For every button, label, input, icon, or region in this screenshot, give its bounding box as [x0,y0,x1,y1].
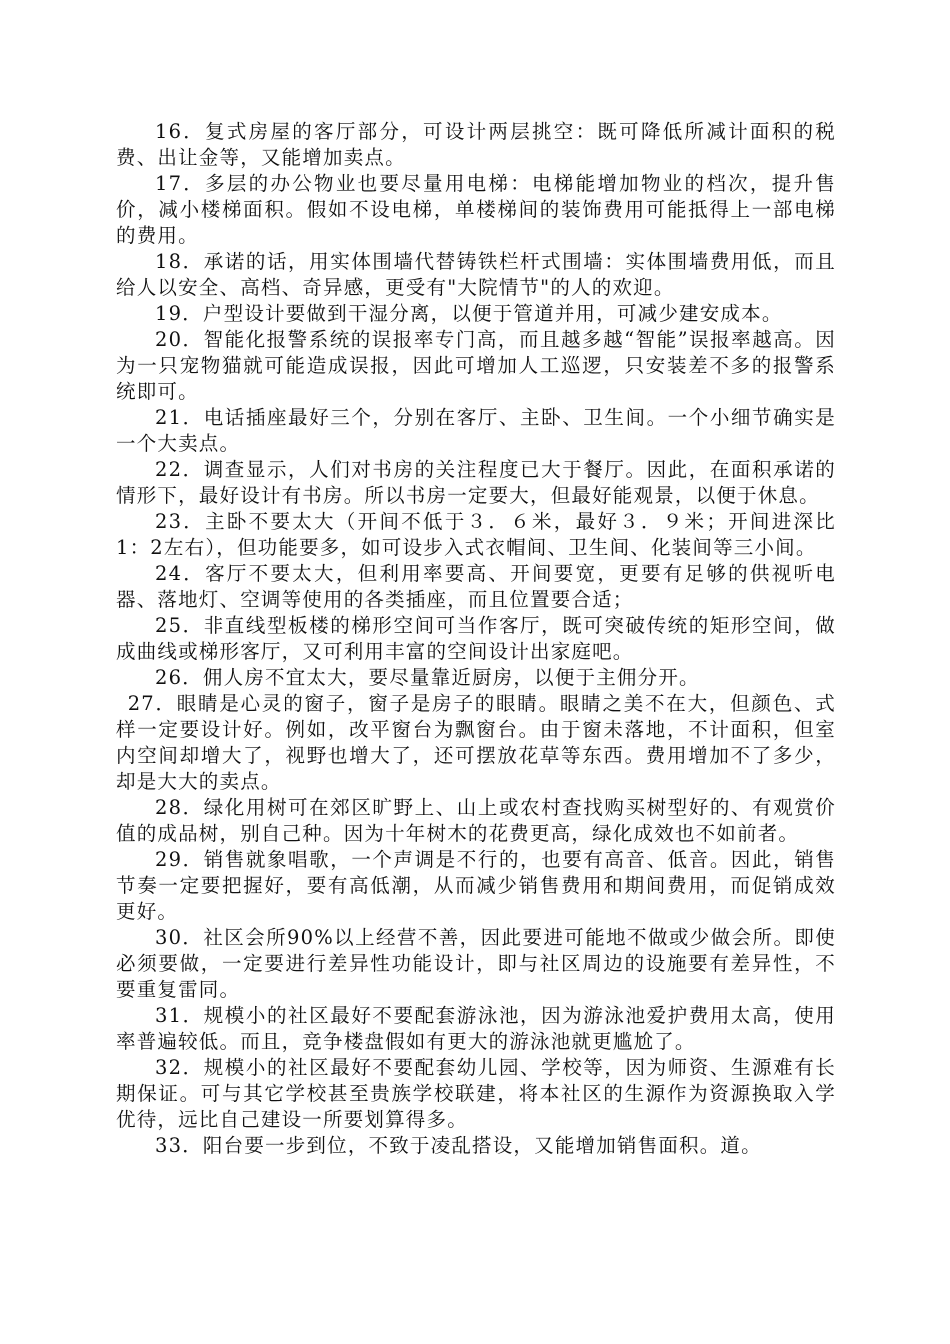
document-body [116,119,836,1159]
paragraph-25: 25．非直线型板楼的梯形空间可当作客厅，既可突破传统的矩形空间，做成曲线或梯形客厅，又可利用丰富的空间设计出家庭吧。 [116,614,836,663]
paragraph-18: 18．承诺的话，用实体围墙代替铸铁栏杆式围墙：实体围墙费用低，而且给人以安全、高档、奇异感，更受有"大院情节"的人的欢迎。 [116,250,836,299]
paragraph-31: 31．规模小的社区最好不要配套游泳池，因为游泳池爱护费用太高，使用率普遍较低。而且，竞争楼盘假如有更大的游泳池就更尴尬了。 [116,1004,836,1053]
paragraph-32: 32．规模小的社区最好不要配套幼儿园、学校等，因为师资、生源难有长期保证。可与其它学校甚至贵族学校联建，将本社区的生源作为资源换取入学优待，远比自己建设一所要划算得多。 [116,1056,836,1131]
paragraph-24: 24．客厅不要太大，但利用率要高、开间要宽，更要有足够的供视听电器、落地灯、空调等使用的各类插座，而且位置要合适； [116,562,836,611]
paragraph-26: 26．佣人房不宜太大，要尽量靠近厨房，以便于主佣分开。 [155,666,700,689]
paragraph-27: 27．眼睛是心灵的窗子，窗子是房子的眼睛。眼睛之美不在大，但颜色、式样一定要设计好。例如，改平窗台为飘窗台。由于窗未落地，不计面积，但室内空间却增大了，视野也增大了，还可摆放花草等东西。费用增加不了多少，却是大大的卖点。 [116,692,836,793]
paragraph-19: 19．户型设计要做到干湿分离，以便于管道并用，可减少建安成本。 [155,302,783,325]
paragraph-16: 16．复式房屋的客厅部分，可设计两层挑空：既可降低所减计面积的税费、出让金等，又能增加卖点。 [116,120,836,169]
paragraph-22: 22．调查显示，人们对书房的关注程度已大于餐厅。因此，在面积承诺的情形下，最好设计有书房。所以书房一定要大，但最好能观景，以便于休息。 [116,458,836,507]
paragraph-21: 21．电话插座最好三个，分别在客厅、主卧、卫生间。一个小细节确实是一个大卖点。 [116,406,836,455]
paragraph-17: 17．多层的办公物业也要尽量用电梯：电梯能增加物业的档次，提升售价，减小楼梯面积。假如不设电梯，单楼梯间的装饰费用可能抵得上一部电梯的费用。 [116,172,836,247]
paragraph-20: 20．智能化报警系统的误报率专门高，而且越多越“智能”误报率越高。因为一只宠物猫就可能造成误报，因此可增加人工巡逻，只安装差不多的报警系统即可。 [116,328,836,403]
paragraph-28: 28．绿化用树可在郊区旷野上、山上或农村查找购买树型好的、有观赏价值的成品树，别自己种。因为十年树木的花费更高，绿化成效也不如前者。 [116,796,836,845]
paragraph-30: 30．社区会所90%以上经营不善，因此要进可能地不做或少做会所。即使必须要做，一定要进行差异性功能设计，即与社区周边的设施要有差异性，不要重复雷同。 [116,926,836,1001]
paragraph-29: 29．销售就象唱歌，一个声调是不行的，也要有高音、低音。因此，销售节奏一定要把握好，要有高低潮，从而减少销售费用和期间费用，而促销成效更好。 [116,848,836,923]
paragraph-23: 23．主卧不要太大（开间不低于３．６米，最好３．９米；开间进深比1：2左右），但功能要多，如可设步入式衣帽间、卫生间、化装间等三小间。 [116,510,836,559]
paragraph-33: 33．阳台要一步到位，不致于凌乱搭设，又能增加销售面积。道。 [155,1134,762,1157]
